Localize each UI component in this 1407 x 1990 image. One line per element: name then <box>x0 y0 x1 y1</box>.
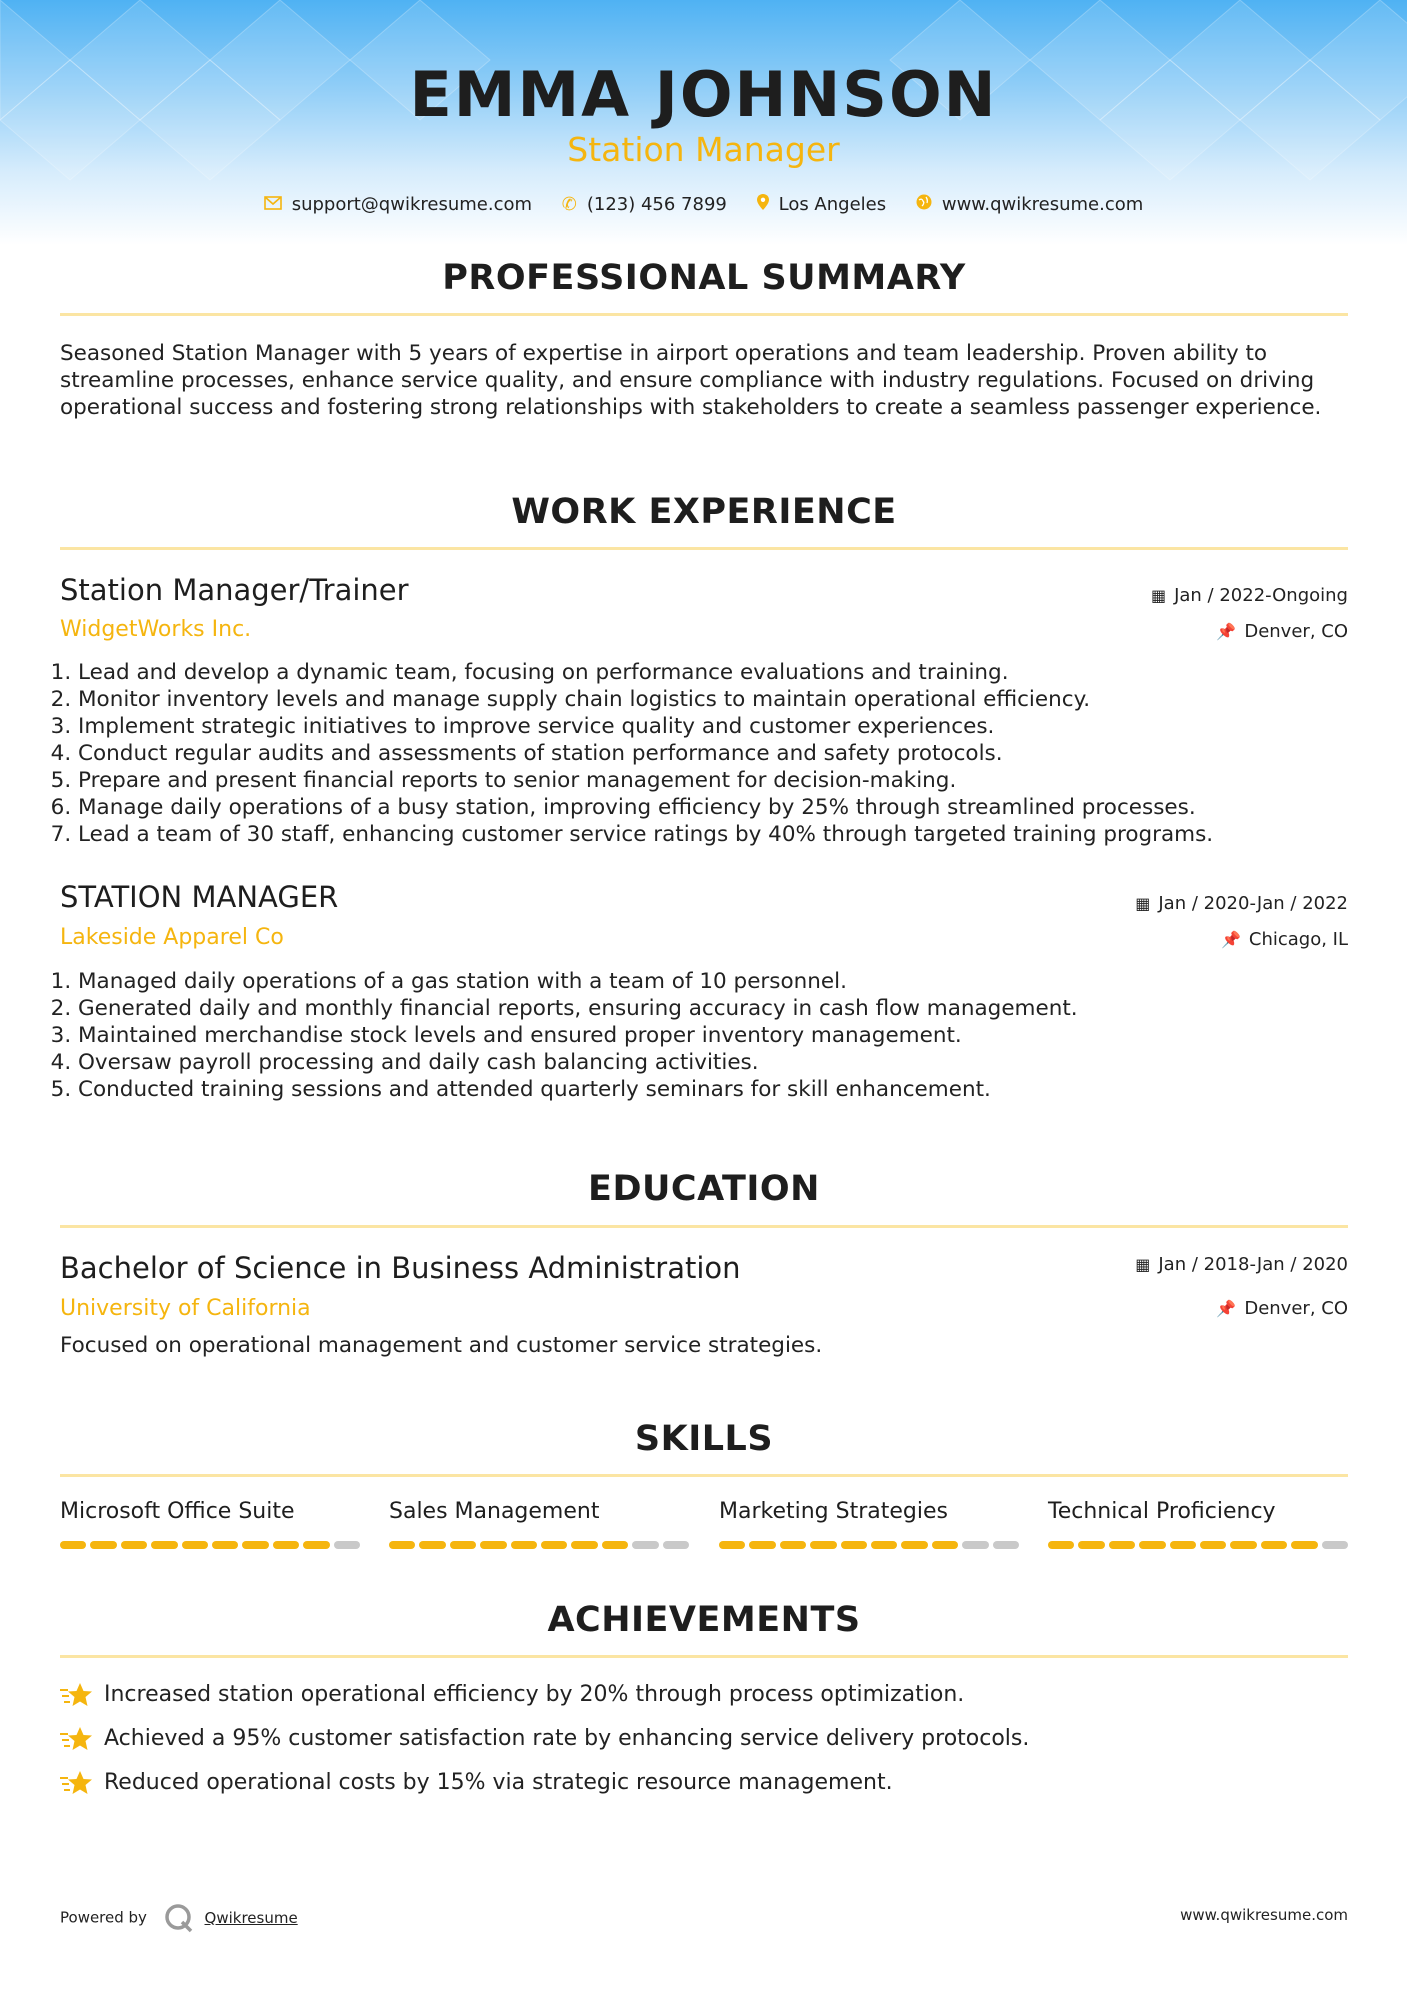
contact-website-text: www.qwikresume.com <box>941 194 1144 215</box>
summary-heading: PROFESSIONAL SUMMARY <box>442 258 966 298</box>
skill-segment-empty <box>663 1541 689 1549</box>
contact-email[interactable] <box>264 194 538 215</box>
education-description: Focused on operational management and customer service strategies. <box>60 1333 823 1358</box>
contact-email-text: support@qwikresume.com <box>291 194 533 215</box>
calendar-icon: ▦ <box>1150 586 1167 605</box>
skill-segment-filled <box>242 1541 268 1549</box>
skill-segment-empty <box>1322 1541 1348 1549</box>
job-location-text: Denver, CO <box>1244 621 1348 642</box>
job-location <box>1216 621 1348 642</box>
list-item: 2. Monitor inventory levels and manage supply chain logistics to maintain operational efficiency. <box>78 686 1366 713</box>
job-bullets <box>60 659 1366 848</box>
achievements-divider <box>60 1655 1348 1658</box>
skill-name: Microsoft Office Suite <box>60 1499 295 1524</box>
list-item: 2. Generated daily and monthly financial reports, ensuring accuracy in cash flow management. <box>78 995 1366 1022</box>
powered-by-label: Powered by <box>60 1908 147 1927</box>
pushpin-icon: 📌 <box>1220 930 1241 949</box>
skill-segment-filled <box>1078 1541 1104 1549</box>
skill-segment-filled <box>419 1541 445 1549</box>
skill-segment-filled <box>90 1541 116 1549</box>
skill-name: Technical Proficiency <box>1048 1499 1276 1524</box>
education-degree: Bachelor of Science in Business Administration <box>60 1251 741 1285</box>
globe-icon <box>916 194 932 210</box>
skill-meter <box>1048 1541 1348 1549</box>
achievement-text: Achieved a 95% customer satisfaction rate by enhancing service delivery protocols. <box>104 1726 1030 1751</box>
job-dates <box>1151 585 1348 606</box>
envelope-icon <box>264 196 282 210</box>
phone-icon: ✆ <box>561 194 577 215</box>
skill-segment-filled <box>182 1541 208 1549</box>
skill-segment-filled <box>602 1541 628 1549</box>
skill-segment-filled <box>212 1541 238 1549</box>
education-school: University of California <box>60 1296 311 1321</box>
qwikresume-link[interactable]: Qwikresume <box>204 1908 298 1927</box>
skill-segment-filled <box>151 1541 177 1549</box>
star-icon <box>60 1769 92 1797</box>
skill-segment-filled <box>810 1541 836 1549</box>
pushpin-icon: 📌 <box>1216 622 1237 641</box>
contact-location <box>757 194 892 215</box>
skill-meter <box>60 1541 360 1549</box>
qwikresume-logo-icon <box>164 1903 194 1933</box>
job-location-text: Chicago, IL <box>1248 929 1348 950</box>
job-dates-text: Jan / 2022-Ongoing <box>1174 585 1348 606</box>
skill-segment-filled <box>719 1541 745 1549</box>
achievement-item <box>60 1769 893 1797</box>
skill-segment-filled <box>303 1541 329 1549</box>
job-company: WidgetWorks Inc. <box>60 617 252 642</box>
list-item: 7. Lead a team of 30 staff, enhancing customer service ratings by 40% through targeted training programs. <box>78 821 1366 848</box>
education-dates-text: Jan / 2018-Jan / 2020 <box>1158 1254 1348 1275</box>
list-item: 4. Oversaw payroll processing and daily cash balancing activities. <box>78 1049 1366 1076</box>
experience-heading: WORK EXPERIENCE <box>511 492 897 532</box>
skill-segment-filled <box>1230 1541 1256 1549</box>
star-icon <box>60 1725 92 1753</box>
candidate-role: Station Manager <box>567 130 840 169</box>
skill-segment-filled <box>1048 1541 1074 1549</box>
education-dates <box>1135 1254 1348 1275</box>
skill-segment-filled <box>273 1541 299 1549</box>
footer-powered-by <box>60 1903 298 1933</box>
star-icon <box>60 1681 92 1709</box>
list-item: 5. Prepare and present financial reports to senior management for decision-making. <box>78 767 1366 794</box>
contact-website[interactable] <box>916 194 1143 215</box>
list-item: 1. Managed daily operations of a gas station with a team of 10 personnel. <box>78 968 1366 995</box>
calendar-icon: ▦ <box>1135 894 1151 913</box>
skill-segment-filled <box>1109 1541 1135 1549</box>
job-title: STATION MANAGER <box>60 880 339 914</box>
skill-segment-filled <box>901 1541 927 1549</box>
list-item: 3. Implement strategic initiatives to improve service quality and customer experiences. <box>78 713 1366 740</box>
experience-divider <box>60 547 1348 550</box>
skill-segment-empty <box>962 1541 988 1549</box>
skill-segment-filled <box>871 1541 897 1549</box>
contact-bar <box>0 194 1407 215</box>
job-location <box>1221 929 1348 950</box>
list-item: 4. Conduct regular audits and assessments of station performance and safety protocols. <box>78 740 1366 767</box>
job-company: Lakeside Apparel Co <box>60 925 284 950</box>
contact-phone-text: (123) 456 7899 <box>586 194 727 215</box>
achievements-heading: ACHIEVEMENTS <box>547 1600 861 1640</box>
job-dates <box>1135 893 1348 914</box>
list-item: 6. Manage daily operations of a busy station, improving efficiency by 25% through streamlined processes. <box>78 794 1366 821</box>
skill-segment-filled <box>121 1541 147 1549</box>
contact-phone[interactable] <box>562 194 733 215</box>
job-dates-text: Jan / 2020-Jan / 2022 <box>1158 893 1348 914</box>
skill-item <box>719 1499 1019 1524</box>
achievement-item <box>60 1725 1029 1753</box>
skill-name: Marketing Strategies <box>719 1499 948 1524</box>
job-bullets <box>60 968 1366 1103</box>
skill-item <box>1048 1499 1348 1524</box>
skill-meter <box>389 1541 689 1549</box>
achievement-text: Increased station operational efficiency by 20% through process optimization. <box>104 1682 965 1707</box>
skill-item <box>60 1499 360 1524</box>
candidate-name: EMMA JOHNSON <box>409 58 998 131</box>
skill-segment-filled <box>389 1541 415 1549</box>
skill-segment-filled <box>1200 1541 1226 1549</box>
skill-segment-filled <box>1139 1541 1165 1549</box>
skill-segment-filled <box>511 1541 537 1549</box>
calendar-icon: ▦ <box>1135 1255 1151 1274</box>
skill-segment-empty <box>334 1541 360 1549</box>
footer-website[interactable]: www.qwikresume.com <box>1180 1906 1348 1924</box>
skill-segment-filled <box>1261 1541 1287 1549</box>
education-location <box>1216 1298 1348 1319</box>
skill-segment-filled <box>541 1541 567 1549</box>
skill-item <box>389 1499 689 1524</box>
skill-segment-filled <box>60 1541 86 1549</box>
pushpin-icon: 📌 <box>1216 1299 1237 1318</box>
job-title: Station Manager/Trainer <box>60 573 409 607</box>
skill-segment-filled <box>450 1541 476 1549</box>
education-location-text: Denver, CO <box>1244 1298 1348 1319</box>
achievement-text: Reduced operational costs by 15% via strategic resource management. <box>104 1770 893 1795</box>
skill-segment-filled <box>932 1541 958 1549</box>
skill-segment-empty <box>632 1541 658 1549</box>
skills-divider <box>60 1474 1348 1477</box>
skill-segment-filled <box>1170 1541 1196 1549</box>
education-divider <box>60 1225 1348 1228</box>
summary-text: Seasoned Station Manager with 5 years of expertise in airport operations and team leadership. Proven ability to streamline processes, enhance service quality, and ensure compliance with industry regulations. Focused on driving operational success and fostering strong relationships with stakeholders to create a seamless passenger experience. <box>60 341 1322 420</box>
list-item: 1. Lead and develop a dynamic team, focusing on performance evaluations and training. <box>78 659 1366 686</box>
education-heading: EDUCATION <box>588 1169 820 1209</box>
skill-segment-filled <box>841 1541 867 1549</box>
summary-divider <box>60 313 1348 316</box>
skill-segment-empty <box>993 1541 1019 1549</box>
list-item: 3. Maintained merchandise stock levels and ensured proper inventory management. <box>78 1022 1366 1049</box>
skill-segment-filled <box>480 1541 506 1549</box>
skill-name: Sales Management <box>389 1499 600 1524</box>
skill-meter <box>719 1541 1019 1549</box>
skill-segment-filled <box>1291 1541 1317 1549</box>
list-item: 5. Conducted training sessions and attended quarterly seminars for skill enhancement. <box>78 1076 1366 1103</box>
skills-heading: SKILLS <box>634 1419 774 1459</box>
map-pin-icon <box>757 194 769 210</box>
achievement-item <box>60 1681 964 1709</box>
skill-segment-filled <box>780 1541 806 1549</box>
skill-segment-filled <box>749 1541 775 1549</box>
skill-segment-filled <box>571 1541 597 1549</box>
contact-location-text: Los Angeles <box>778 194 887 215</box>
